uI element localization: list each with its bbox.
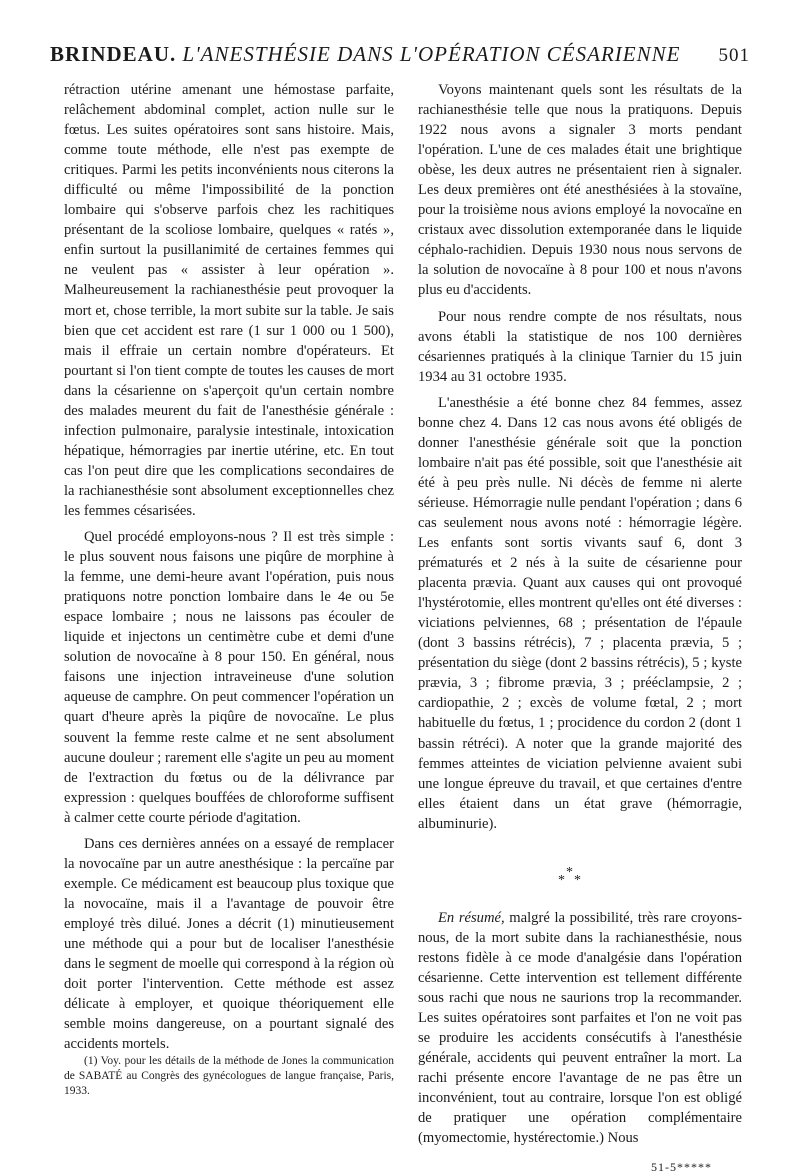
paragraph-body: malgré la possibilité, très rare croyons-nous, de la mort subite dans la rachianesthésie, nous restons fidèle à ce mode d'analgésie dans l'opération césarienne. Cette intervention est tellement différente sous rachi que nous ne saurions trop la recommander. Les suites opératoires sont parfaites et l'on ne voit pas se produire les accidents consécutifs à l'anesthésie générale, accidents qui peuvent entraîner la mort. La rachi présente encore l'avantage de ne pas être un inconvénient, tout au contraire, lorsque l'on est obligé de pratiquer une opération complémentaire (myomectomie, hystérectomie.) Nous	[418, 909, 742, 1147]
header-title	[50, 42, 680, 67]
paragraph-lead: En résumé,	[438, 909, 505, 926]
paragraph: Quel procédé employons-nous ? Il est très simple : le plus souvent nous faisons une piqûre de morphine à la femme, une demi-heure avant l'opération, puis nous pratiquons notre ponction lombaire dans le 4e ou 5e espace lombaire ; nous ne laissons pas écouler de liquide et injectons un centimètre cube et demi d'une solution de novocaïne à 8 pour 150. En général, nous faisons une injection intraveineuse d'une solution aqueuse de camphre. On peut commencer l'opération un quart d'heure après la piqûre de novocaïne. Le plus souvent la femme reste calme et ne sent absolument aucune douleur ; rarement elle s'agite un peu au moment de l'extraction du fœtus ou de la délivrance par expression : quelques bouffées de chloroforme suffisent à calmer cette courte période d'agitation.	[64, 529, 394, 826]
footnote: (1) Voy. pour les détails de la méthode de Jones la communication de SABATÉ au Congrès des gynécologues de langue française, Paris, 1933.	[64, 1055, 394, 1098]
header-article-title: L'ANESTHÉSIE DANS L'OPÉRATION CÉSARIENNE	[182, 42, 681, 66]
paragraph: L'anesthésie a été bonne chez 84 femmes, assez bonne chez 4. Dans 12 cas nous avons été obligés de donner l'anesthésie générale soit que la ponction lombaire n'ait pas été possible, soit que l'anesthésie ait été à peu près nulle. Ni décès de femme ni alerte sérieuse. Hémorragie nulle pendant l'opération ; dans 6 cas seulement nous avons noté : hémorragie légère. Les enfants sont sortis vivants sauf 6, dont 3 prématurés et 2 nés à la suite de césarienne pour placenta prævia. Quant aux causes qui ont provoqué l'hystérotomie, elles montrent qu'elles ont été diverses : viciations pelviennes, 68 ; présentation de l'épaule (dont 3 bassins rétrécis), 7 ; placenta prævia, 5 ; présentation du siège (dont 2 bassins rétrécis), 5 ; kyste prævia, 3 ; fibrome prævia, 3 ; prééclampsie, 2 ; cardiopathie, 2 ; excès de volume fœtal, 2 ; mort habituelle du fœtus, 1 ; procidence du cordon 2 (dont 1 bassin rétréci). A noter que la grande majorité des femmes atteintes de viciation pelvienne avaient subi une longue épreuve du travail, et que certaines d'entre elles étaient dans un état grave (hémorragie, albuminurie).	[418, 394, 742, 832]
asterisk: *	[574, 872, 581, 888]
paragraph: Dans ces dernières années on a essayé de remplacer la novocaïne par un autre anesthésique : la percaïne par exemple. Ce médicament est beaucoup plus toxique que la novocaïne, mais il a l'avantage de pouvoir être employé très dilué. Jones a décrit (1) minutieusement une méthode qui a pour but de localiser l'anesthésie dans le segment de moelle qui correspond à la région où doit porter l'intervention. Cette méthode est assez délicate à employer, et quoique théoriquement elle semble moins dangereuse, on a pourtant signalé des accidents mortels.	[64, 835, 394, 1053]
printer-signature: 51-5*****	[651, 1160, 712, 1174]
asterisk: *	[558, 872, 565, 888]
left-column	[64, 80, 394, 1099]
paragraph	[418, 908, 742, 1149]
paragraph: rétraction utérine amenant une hémostase parfaite, relâchement abdominal complet, action nulle sur le fœtus. Les suites opératoires sont sans histoire. Mais, comme toute méthode, elle n'est pas exempte de critiques. Parmi les petits inconvénients nous citerons la difficulté ou même l'impossibilité de la ponction lombaire qui s'observe parfois chez les rachitiques présentant de la scoliose lombaire, quelques « ratés », enfin surtout la pusillanimité de certaines femmes qui ne veulent pas « assister à leur opération ». Malheureusement la rachianesthésie peut provoquer la mort et, chose terrible, la mort subite sur la table. Je sais bien que cet accident est rare (1 sur 1 000 ou 1 500), mais il effraie un certain nombre d'opérateurs. Et pourtant si l'on tient compte de toutes les causes de mort dans la césarienne on s'aperçoit qu'un certain nombre des malades meurent du fait de l'anesthésie générale : infection pulmonaire, paralysie intestinale, intoxication hépatique, hémorragies par inertie utérine, etc. En tout cas l'on peut dire que les complications secondaires de la rachianesthésie sont absolument exceptionnelles chez les femmes césarisées.	[64, 82, 394, 519]
header-author: BRINDEAU.	[50, 42, 177, 66]
running-header	[50, 42, 750, 76]
right-column	[418, 80, 742, 1174]
asterisk: *	[566, 864, 573, 880]
section-separator	[418, 844, 742, 894]
paragraph: Pour nous rendre compte de nos résultats, nous avons établi la statistique de nos 100 dernières césariennes pratiqués à la clinique Tarnier du 15 juin 1934 au 31 octobre 1935.	[418, 308, 742, 385]
page-number: 501	[718, 45, 750, 66]
paragraph: Voyons maintenant quels sont les résultats de la rachianesthésie telle que nous la pratiquons. Depuis 1922 nous avons a signaler 3 morts pendant l'opération. L'une de ces malades était une brightique obèse, les deux autres ne présentaient rien à signaler. Les deux premières ont été anesthésiées à la stovaïne, pour la troisième nous avions employé la novocaïne en cristaux avec dissolution extemporanée dans le liquide céphalo-rachidien. Depuis 1930 nous nous servons de la solution de novocaïne à 8 pour 100 et nous n'avons plus eu d'accidents.	[418, 82, 742, 299]
